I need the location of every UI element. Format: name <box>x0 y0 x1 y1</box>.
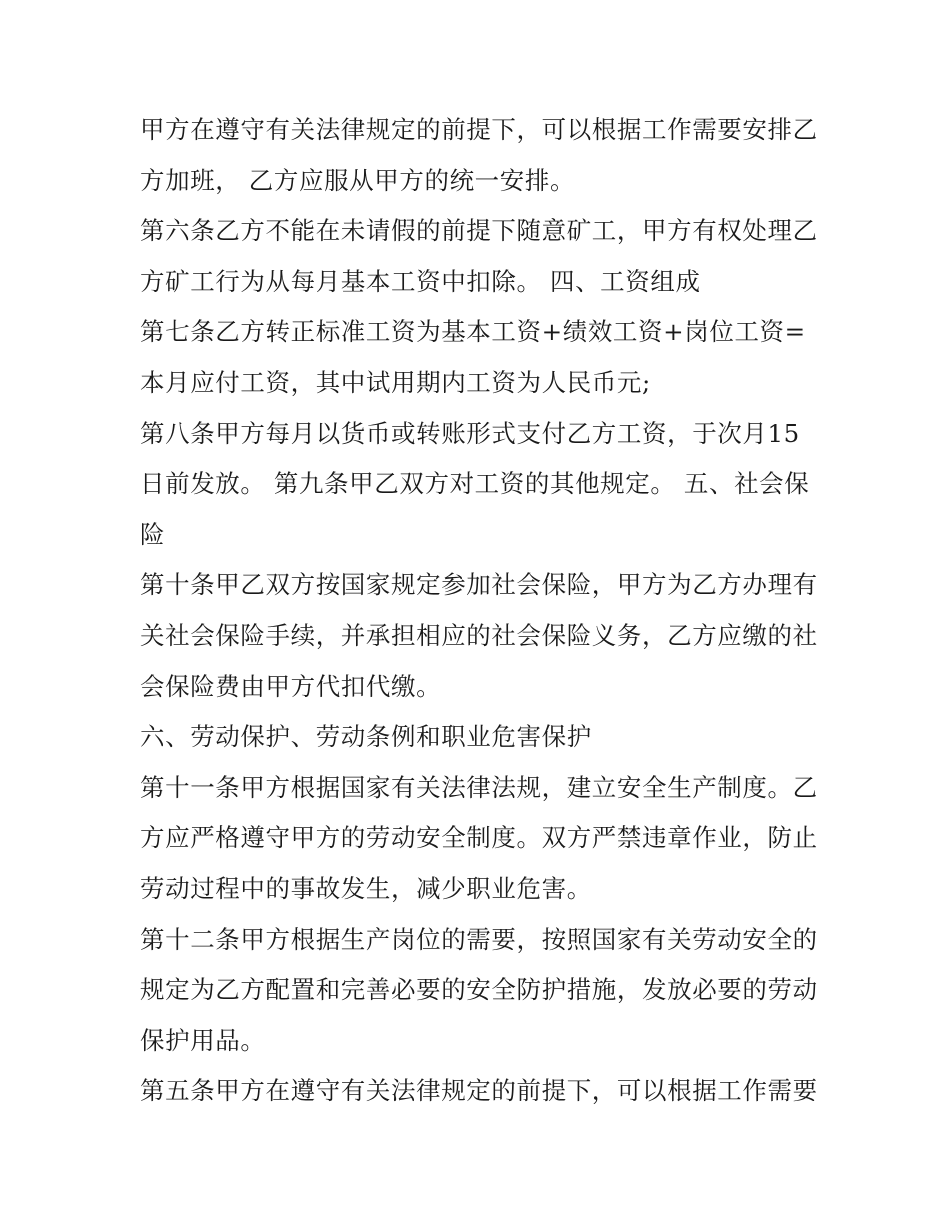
paragraph-article-11: 第十一条甲方根据国家有关法律法规，建立安全生产制度。乙方应严格遵守甲方的劳动安全制度。双方严禁违章作业，防止劳动过程中的事故发生，减少职业危害。 <box>140 772 818 903</box>
paragraph-overtime: 甲方在遵守有关法律规定的前提下，可以根据工作需要安排乙方加班， 乙方应服从甲方的统一安排。 <box>140 115 818 195</box>
document-body <box>140 105 820 1117</box>
paragraph-article-12: 第十二条甲方根据生产岗位的需要，按照国家有关劳动安全的规定为乙方配置和完善必要的安全防护措施，发放必要的劳动保护用品。 <box>140 924 818 1055</box>
paragraph-article-6: 第六条乙方不能在未请假的前提下随意矿工，甲方有权处理乙方矿工行为从每月基本工资中扣除。 四、工资组成 <box>140 216 818 296</box>
paragraph-article-8-9: 第八条甲方每月以货币或转账形式支付乙方工资，于次月15日前发放。 第九条甲乙双方对工资的其他规定。 五、社会保险 <box>140 418 810 549</box>
paragraph-article-10: 第十条甲乙双方按国家规定参加社会保险，甲方为乙方办理有关社会保险手续，并承担相应的社会保险义务，乙方应缴的社会保险费由甲方代扣代缴。 <box>140 570 818 701</box>
section-heading-labor-protection: 六、劳动保护、劳动条例和职业危害保护 <box>140 722 592 752</box>
paragraph-article-7: 第七条乙方转正标准工资为基本工资+绩效工资+岗位工资=本月应付工资，其中试用期内工资为人民币元; <box>140 317 806 397</box>
paragraph-article-5: 第五条甲方在遵守有关法律规定的前提下，可以根据工作需要 <box>140 1076 818 1106</box>
